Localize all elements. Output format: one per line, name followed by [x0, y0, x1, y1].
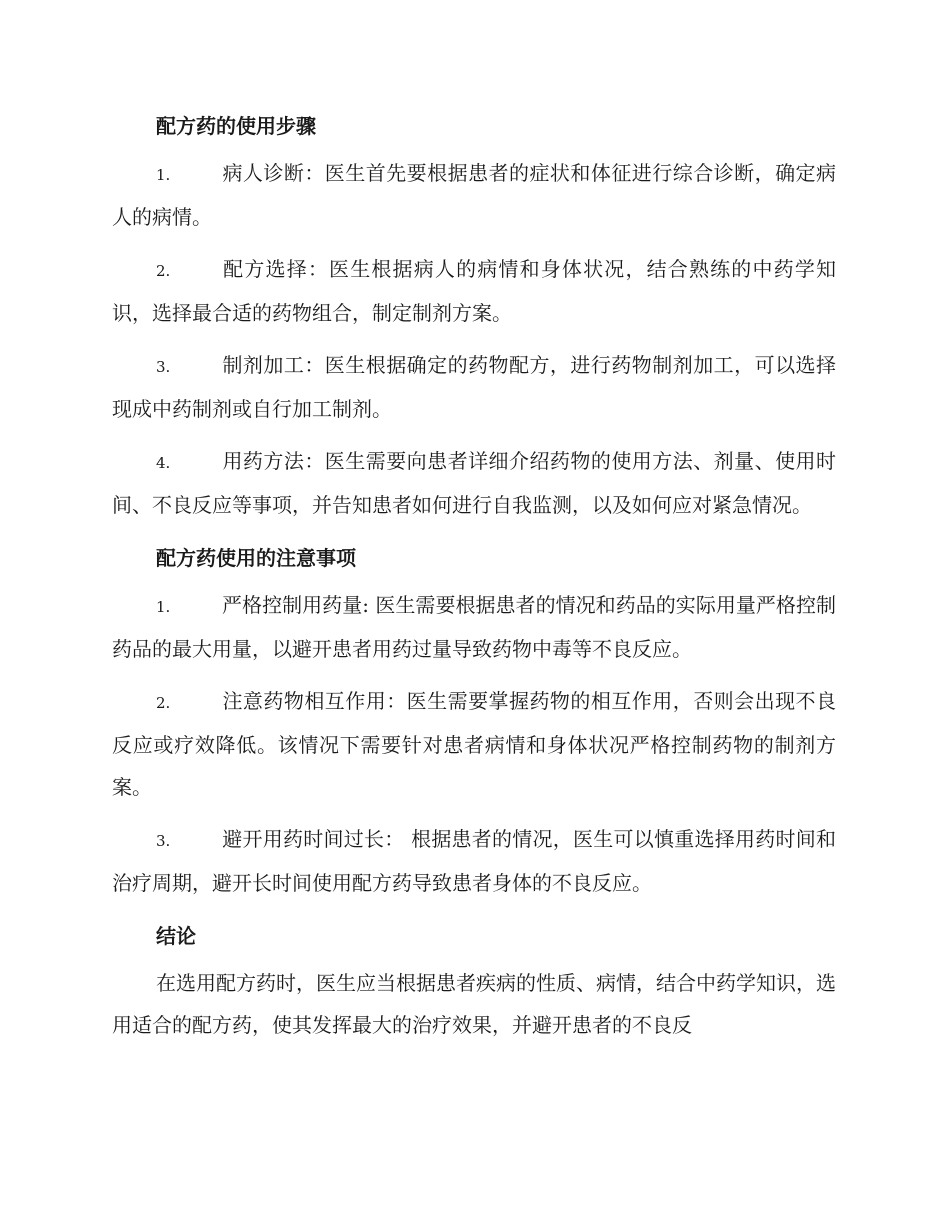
section-heading-precautions: 配方药使用的注意事项	[156, 546, 356, 570]
list-item-text: 注意药物相互作用：医生需要掌握药物的相互作用，否则会出现不良反应或疗效降低。该情况下需要针对患者病情和身体状况严格控制药物的制剂方案。	[112, 689, 836, 799]
list-item	[112, 584, 836, 670]
list-number: 3.	[156, 832, 171, 850]
list-number: 2.	[156, 262, 171, 280]
section-heading-conclusion: 结论	[156, 924, 196, 948]
list-item	[112, 818, 836, 904]
list-item	[112, 440, 836, 526]
list-number: 1.	[156, 598, 171, 616]
list-item	[112, 680, 836, 808]
conclusion-paragraph: 在选用配方药时，医生应当根据患者疾病的性质、病情，结合中药学知识，选用适合的配方药，使其发挥最大的治疗效果，并避开患者的不良反	[112, 971, 836, 1037]
list-number: 4.	[156, 454, 171, 472]
list-number: 3.	[156, 358, 171, 376]
list-item-text: 避开用药时间过长： 根据患者的情况，医生可以慎重选择用药时间和治疗周期，避开长时间使用配方药导致患者身体的不良反应。	[112, 827, 836, 895]
list-item	[112, 248, 836, 334]
list-item-text: 病人诊断：医生首先要根据患者的症状和体征进行综合诊断，确定病人的病情。	[112, 161, 836, 229]
list-item-text: 制剂加工：医生根据确定的药物配方，进行药物制剂加工，可以选择现成中药制剂或自行加工制剂。	[112, 353, 836, 421]
document-body	[112, 104, 836, 1056]
list-item	[112, 152, 836, 238]
list-number: 1.	[156, 166, 171, 184]
list-item-text: 配方选择：医生根据病人的病情和身体状况，结合熟练的中药学知识，选择最合适的药物组合，制定制剂方案。	[112, 257, 836, 325]
list-item-text: 严格控制用药量: 医生需要根据患者的情况和药品的实际用量严格控制药品的最大用量，以避开患者用药过量导致药物中毒等不良反应。	[112, 593, 836, 661]
list-number: 2.	[156, 694, 171, 712]
list-item-text: 用药方法：医生需要向患者详细介绍药物的使用方法、剂量、使用时间、不良反应等事项，并告知患者如何进行自我监测，以及如何应对紧急情况。	[112, 449, 836, 517]
list-item	[112, 344, 836, 430]
section-heading-usage-steps: 配方药的使用步骤	[156, 114, 316, 138]
